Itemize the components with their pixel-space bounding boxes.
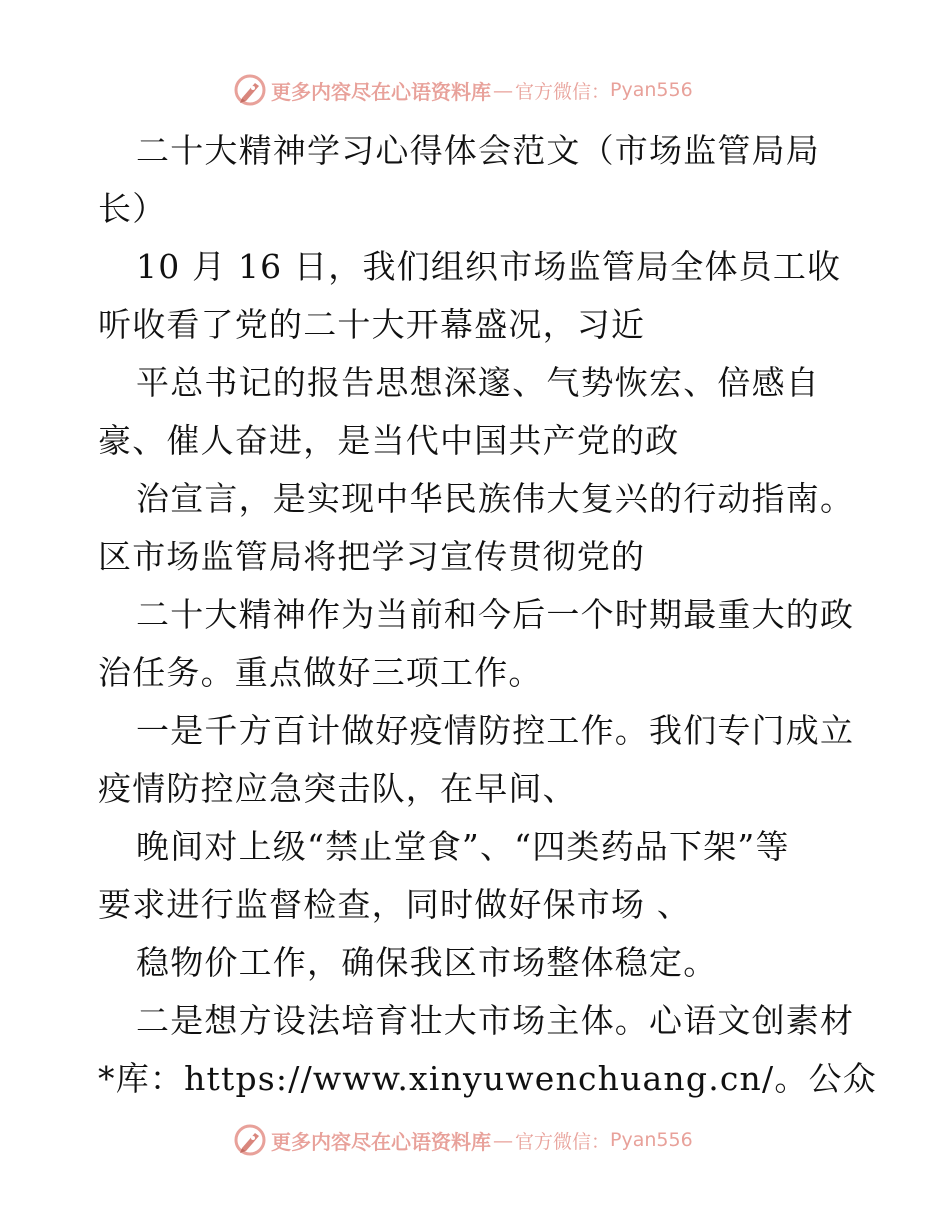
watermark-id: Pyan556 xyxy=(610,79,693,101)
text-line: 治任务。重点做好三项工作。 xyxy=(98,653,543,692)
text-line: 二是想方设法培育壮大市场主体。心语文创素材 xyxy=(136,1001,855,1040)
pen-logo-icon xyxy=(233,1123,267,1157)
text-line: 晚间对上级“禁止堂食”、“四类药品下架”等 xyxy=(136,827,790,866)
text-line: 听收看了党的二十大开幕盛况，习近 xyxy=(98,305,646,344)
text-line: 长） xyxy=(98,189,167,228)
text-line: 一是千方百计做好疫情防控工作。我们专门成立 xyxy=(136,711,855,750)
text-line: 二十大精神学习心得体会范文（市场监管局局 xyxy=(136,131,820,170)
text-line: 10 月 16 日，我们组织市场监管局全体员工收 xyxy=(136,247,842,286)
watermark-separator: — xyxy=(493,78,513,102)
watermark-label: 官方微信： xyxy=(515,80,611,103)
text-line: 豪、催人奋进，是当代中国共产党的政 xyxy=(98,421,680,460)
header-watermark xyxy=(233,72,693,108)
text-line: 区市场监管局将把学习宣传贯彻党的 xyxy=(98,537,646,576)
text-line: 稳物价工作，确保我区市场整体稳定。 xyxy=(136,943,718,982)
text-line: 二十大精神作为当前和今后一个时期最重大的政 xyxy=(136,595,855,634)
document-body xyxy=(98,122,877,1108)
watermark-id: Pyan556 xyxy=(610,1129,693,1151)
text-line: 平总书记的报告思想深邃、气势恢宏、倍感自 xyxy=(136,363,820,402)
pen-logo-icon xyxy=(233,73,267,107)
text-line: 疫情防控应急突击队，在早间、 xyxy=(98,769,577,808)
watermark-text: 更多内容尽在心语资料库 xyxy=(271,1129,491,1154)
footer-watermark xyxy=(233,1122,693,1158)
watermark-label: 官方微信： xyxy=(515,1130,611,1153)
text-line: 要求进行监督检查，同时做好保市场 、 xyxy=(98,885,692,924)
text-line: *库：https://www.xinyuwenchuang.cn/。公众 xyxy=(98,1059,877,1098)
watermark-text: 更多内容尽在心语资料库 xyxy=(271,79,491,104)
text-line: 治宣言，是实现中华民族伟大复兴的行动指南。 xyxy=(136,479,855,518)
watermark-separator: — xyxy=(493,1128,513,1152)
